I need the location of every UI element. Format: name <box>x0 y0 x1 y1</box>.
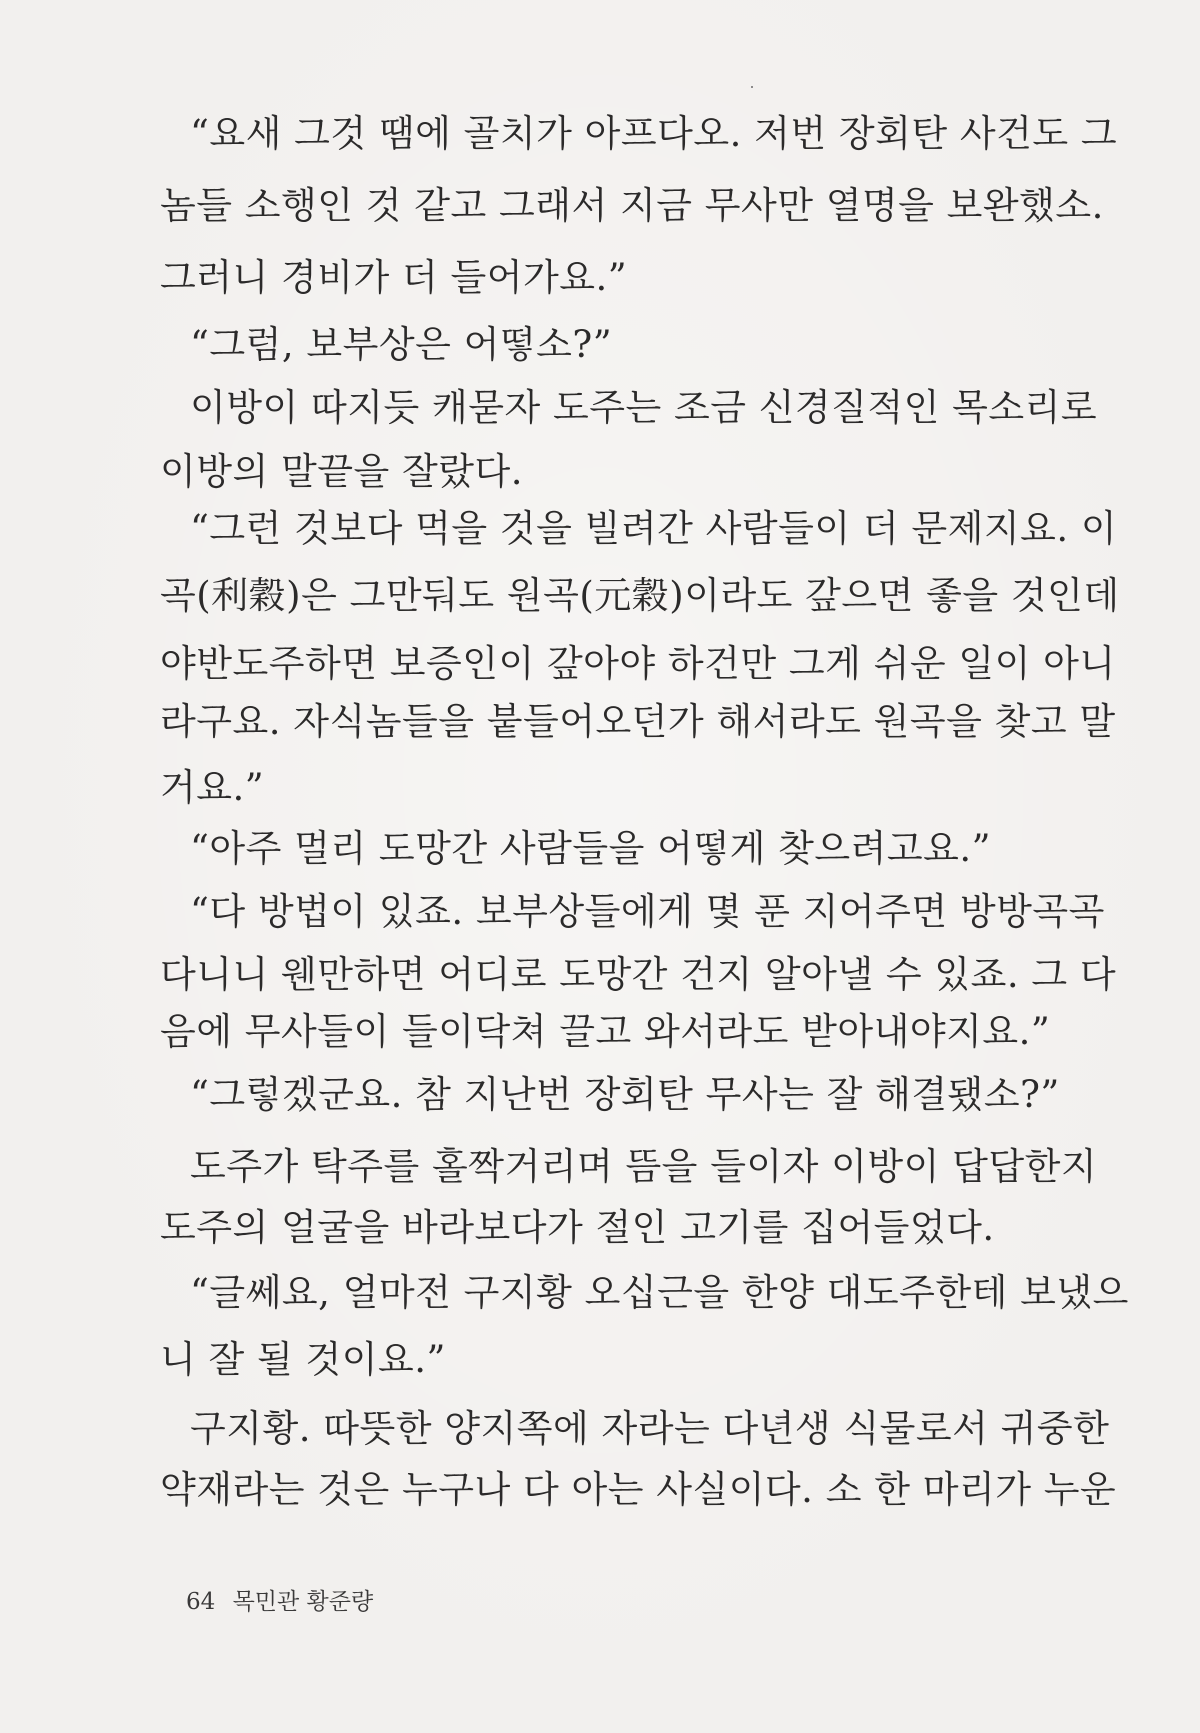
page-footer <box>186 1587 373 1617</box>
text-line: 도주가 탁주를 홀짝거리며 뜸을 들이자 이방이 답답한지 <box>190 1145 1098 1188</box>
text-line: 다니니 웬만하면 어디로 도망간 건지 알아낼 수 있죠. 그 다 <box>160 953 1117 996</box>
text-line: 야반도주하면 보증인이 갚아야 하건만 그게 쉬운 일이 아니 <box>160 642 1116 685</box>
text-line: “그럼, 보부상은 어떻소?” <box>190 323 613 366</box>
text-line: “글쎄요, 얼마전 구지황 오십근을 한양 대도주한테 보냈으 <box>190 1271 1129 1314</box>
text-line: 이방의 말끝을 잘랐다. <box>160 450 523 493</box>
text-line: 음에 무사들이 들이닥쳐 끌고 와서라도 받아내야지요.” <box>160 1010 1051 1053</box>
text-line: 구지황. 따뜻한 양지쪽에 자라는 다년생 식물로서 귀중한 <box>190 1407 1110 1450</box>
text-line: 약재라는 것은 누구나 다 아는 사실이다. 소 한 마리가 누운 <box>160 1468 1117 1511</box>
page-number: 64 <box>186 1589 216 1615</box>
text-line: “그렇겠군요. 참 지난번 장회탄 무사는 잘 해결됐소?” <box>190 1073 1060 1116</box>
text-line: 거요.” <box>160 766 265 809</box>
text-line: 니 잘 될 것이요.” <box>160 1338 446 1381</box>
text-line: 이방이 따지듯 캐묻자 도주는 조금 신경질적인 목소리로 <box>190 386 1098 429</box>
text-line: 라구요. 자식놈들을 붙들어오던가 해서라도 원곡을 찾고 말 <box>160 700 1116 743</box>
text-line: 곡(利穀)은 그만둬도 원곡(元穀)이라도 갚으면 좋을 것인데 <box>160 574 1120 617</box>
text-line: “아주 멀리 도망간 사람들을 어떻게 찾으려고요.” <box>190 827 991 870</box>
text-line: “다 방법이 있죠. 보부상들에게 몇 푼 지어주면 방방곡곡 <box>190 890 1105 933</box>
text-line: 도주의 얼굴을 바라보다가 절인 고기를 집어들었다. <box>160 1206 995 1249</box>
text-line: “그런 것보다 먹을 것을 빌려간 사람들이 더 문제지요. 이 <box>190 507 1118 550</box>
text-line: 놈들 소행인 것 같고 그래서 지금 무사만 열명을 보완했소. <box>160 184 1104 227</box>
running-title: 목민관 황준량 <box>232 1589 374 1615</box>
text-line: “요새 그것 땜에 골치가 아프다오. 저번 장회탄 사건도 그 <box>190 112 1118 155</box>
text-line: 그러니 경비가 더 들어가요.” <box>160 256 628 299</box>
